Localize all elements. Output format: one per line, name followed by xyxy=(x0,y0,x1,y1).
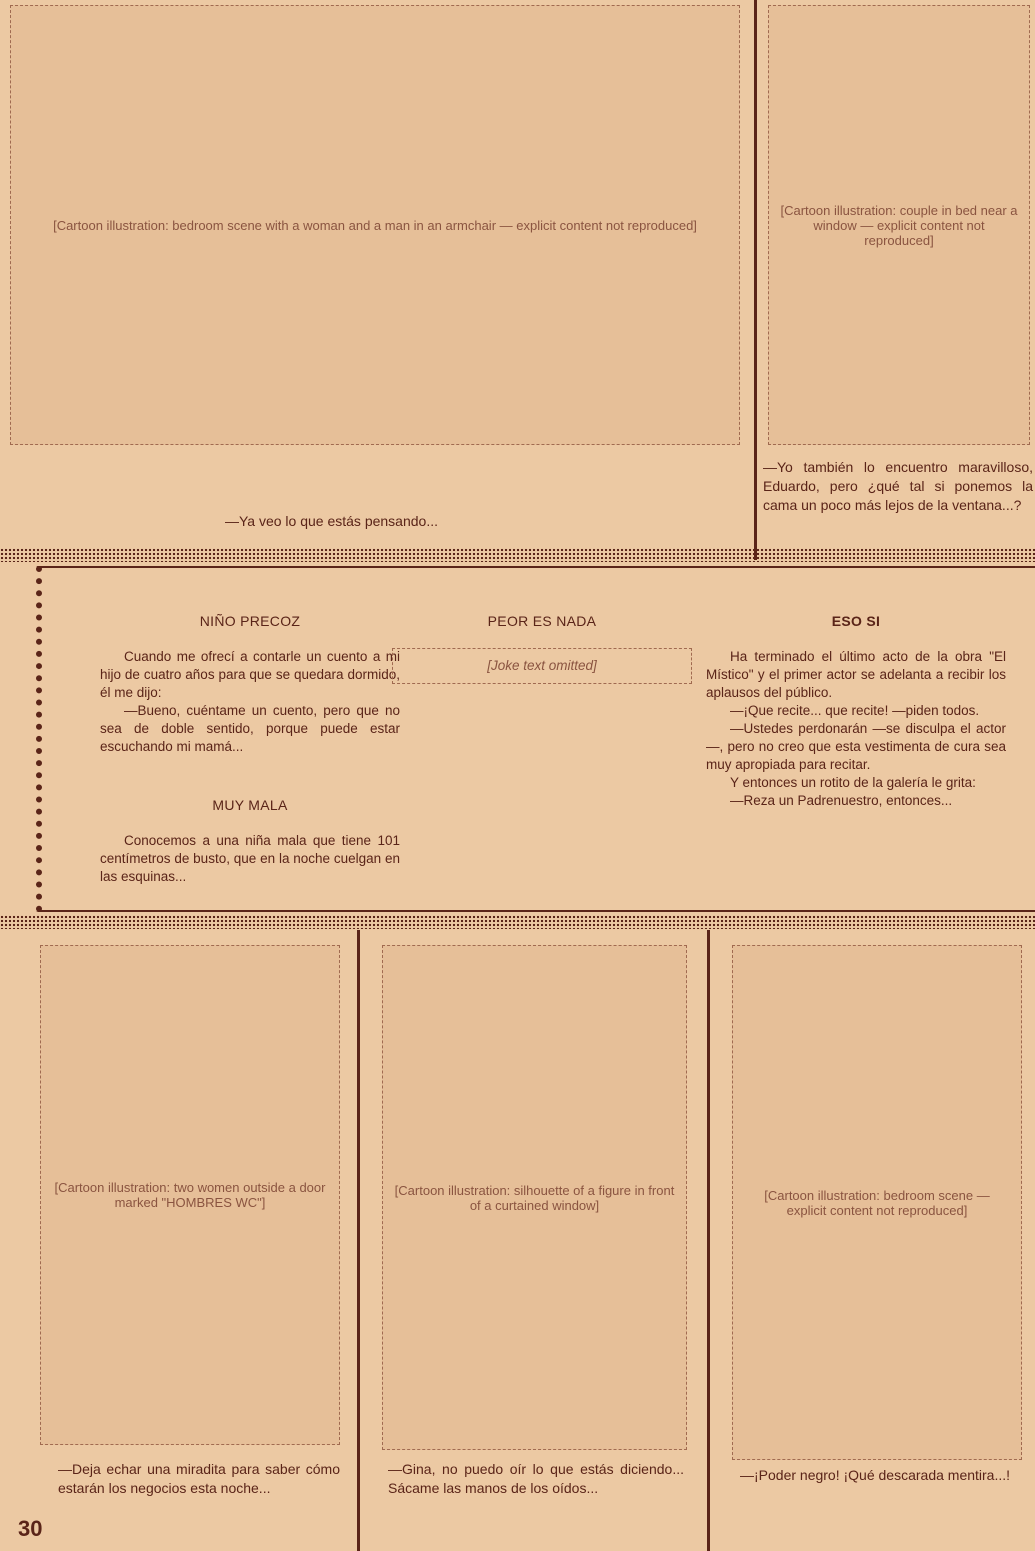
jokes-column-3 xyxy=(706,612,1006,810)
bottom-right-illustration-placeholder: [Cartoon illustration: bedroom scene — explicit content not reproduced] xyxy=(732,945,1022,1460)
joke-omitted-note: [Joke text omitted] xyxy=(392,648,692,684)
joke-paragraph: Conocemos a una niña mala que tiene 101 centímetros de busto, que en la noche cuelgan en las esquinas... xyxy=(100,833,400,884)
dotted-band-bottom xyxy=(0,915,1035,929)
top-left-caption: —Ya veo lo que estás pensando... xyxy=(225,513,438,529)
joke-paragraph: —Bueno, cuéntame un cuento, pero que no sea de doble sentido, porque puede estar escuchando mi mamá... xyxy=(100,703,400,754)
joke-title-muy-mala: MUY MALA xyxy=(212,797,288,813)
bottom-right-caption: —¡Poder negro! ¡Qué descarada mentira...! xyxy=(740,1467,1011,1483)
bottom-middle-caption: —Gina, no puedo oír lo que estás diciendo... Sácame las manos de los oídos... xyxy=(388,1461,684,1496)
joke-paragraph: —¡Que recite... que recite! —piden todos. xyxy=(730,703,980,718)
top-right-illustration-placeholder: [Cartoon illustration: couple in bed near a window — explicit content not reproduced] xyxy=(768,5,1030,445)
joke-paragraph: Cuando me ofrecí a contarle un cuento a mi hijo de cuatro años para que se quedara dormido, él me dijo: xyxy=(100,649,400,700)
joke-paragraph: —Ustedes perdonarán —se disculpa el actor—, pero no creo que esta vestimenta de cura sea muy apropiada para recitar. xyxy=(706,721,1006,772)
joke-paragraph: Y entonces un rotito de la galería le grita: xyxy=(730,775,976,790)
bottom-left-caption: —Deja echar una miradita para saber cómo estarán los negocios esta noche... xyxy=(58,1461,340,1496)
top-left-illustration-placeholder: [Cartoon illustration: bedroom scene with a woman and a man in an armchair — explicit content not reproduced] xyxy=(10,5,740,445)
joke-title-eso-si: ESO SI xyxy=(831,613,881,629)
bottom-left-illustration-placeholder: [Cartoon illustration: two women outside a door marked "HOMBRES WC"] xyxy=(40,945,340,1445)
page-number: 30 xyxy=(18,1516,43,1541)
joke-paragraph: Ha terminado el último acto de la obra "El Místico" y el primer actor se adelanta a recibir los aplausos del público. xyxy=(706,649,1006,700)
top-column-divider xyxy=(754,0,757,560)
jokes-column-1 xyxy=(100,612,400,886)
jokes-column-2 xyxy=(392,612,692,684)
jokes-box xyxy=(36,566,1035,912)
bottom-middle-illustration-placeholder: [Cartoon illustration: silhouette of a figure in front of a curtained window] xyxy=(382,945,687,1450)
bottom-column-divider-2 xyxy=(707,930,710,1551)
dotted-band-top xyxy=(0,548,1035,562)
top-right-caption: —Yo también lo encuentro maravilloso, Eduardo, pero ¿qué tal si ponemos la cama un poco más lejos de la ventana...? xyxy=(763,459,1033,513)
joke-title-peor-es-nada: PEOR ES NADA xyxy=(487,613,597,629)
bottom-column-divider-1 xyxy=(357,930,360,1551)
joke-title-nino-precoz: NIÑO PRECOZ xyxy=(199,613,301,629)
joke-paragraph: —Reza un Padrenuestro, entonces... xyxy=(730,793,953,808)
